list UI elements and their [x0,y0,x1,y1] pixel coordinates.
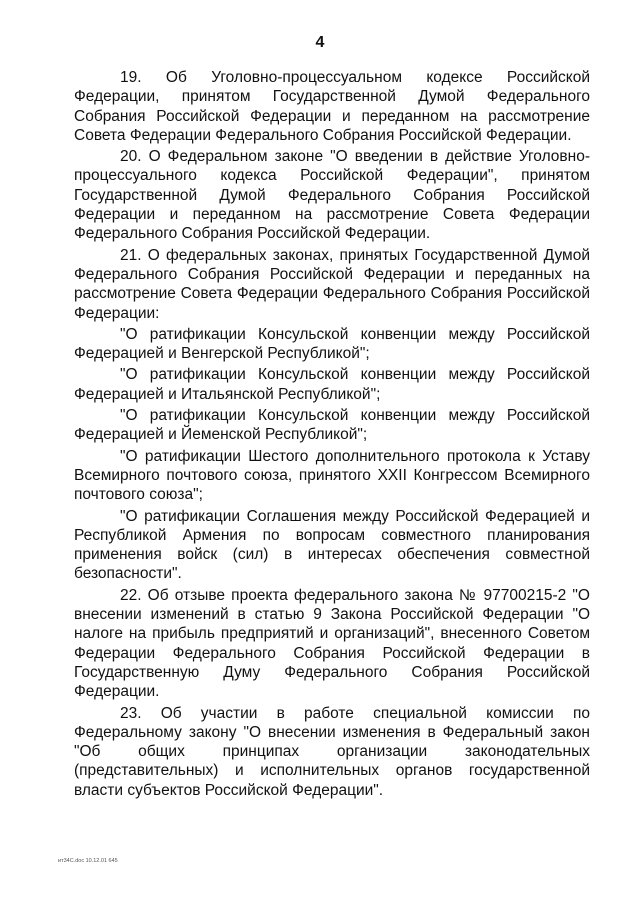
law-item-italy: "О ратификации Консульской конвенции между Российской Федерацией и Итальянской Республикой"; [74,366,590,403]
agenda-item-22: 22. Об отзыве проекта федерального закона № 97700215-2 "О внесении изменений в статью 9 Закона Российской Федерации "О налоге на прибыль предприятий и организаций", внесенного Советом Федерации Федерального Собрания Российской Федерации в Государственную Думу Федерального Собрания Российской Федерации. [74,586,590,701]
agenda-item-19: 19. Об Уголовно-процессуальном кодексе Российской Федерации, принятом Государственной Думой Федерального Собрания Российской Федерации и переданном на рассмотрение Совета Федерации Федерального Собрания Российской Федерации. [74,69,590,144]
page-number: 4 [315,34,325,51]
document-footer-code: ит34С.doc 10.12.01 645 [58,858,118,864]
agenda-item-23: 23. Об участии в работе специальной комиссии по Федеральному закону "О внесении изменения в Федеральный закон "Об общих принципах организации законодательных (представительных) и исполнительных органов государственной власти субъектов Российской Федерации". [74,704,590,799]
agenda-item-20: 20. О Федеральном законе "О введении в действие Уголовно-процессуального кодекса Российской Федерации", принятом Государственной Думой Федерального Собрания Российской Федерации и переданном на рассмотрение Совета Федерации Федерального Собрания Российской Федерации. [74,148,590,243]
law-item-yemen: "О ратификации Консульской конвенции между Российской Федерацией и Йеменской Республикой"; [74,407,590,444]
agenda-item-21: 21. О федеральных законах, принятых Государственной Думой Федерального Собрания Российской Федерации и переданных на рассмотрение Совета Федерации Федерального Собрания Российской Федерации: [74,246,590,322]
document-body [74,68,590,802]
law-item-armenia: "О ратификации Соглашения между Российской Федерацией и Республикой Армения по вопросам совместного планирования применения войск (сил) в интересах обеспечения совместной безопасности". [74,507,590,583]
law-item-hungary: "О ратификации Консульской конвенции между Российской Федерацией и Венгерской Республикой"; [74,325,590,363]
law-item-postal-union: "О ратификации Шестого дополнительного протокола к Уставу Всемирного почтового союза, принятого XXII Конгрессом Всемирного почтового союза"; [74,447,590,504]
